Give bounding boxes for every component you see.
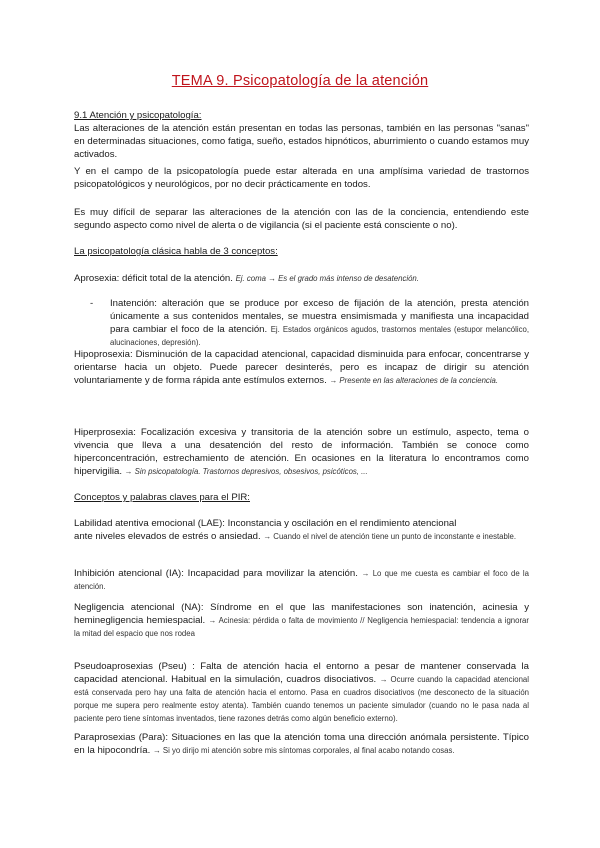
hipoprosexia-note: → Presente en las alteraciones de la conciencia. (329, 376, 499, 385)
hipoprosexia-text: Hipoprosexia: Disminución de la capacidad atencional, capacidad disminuida para enfocar, concentrarse y orientarse hacia un objeto. Puede parecer desinterés, pero es incapaz de dirigir su atención voluntariamente y de forma rápida ante estímulos externos. (74, 349, 529, 386)
lae-paragraph (74, 530, 529, 543)
para-text: Paraprosexias (Para): Situaciones en las que la atención toma una dirección anómala persistente. Típico en la hipocondría. (74, 732, 529, 756)
ia-note: → Lo que me cuesta es cambiar el foco de la atención. (74, 569, 529, 591)
lae-line-2: ante niveles elevados de estrés o ansiedad. (74, 531, 261, 542)
na-paragraph (74, 601, 529, 640)
bullet-dash: - (90, 298, 94, 309)
pir-heading: Conceptos y palabras claves para el PIR: (74, 492, 250, 503)
lae-note: → Cuando el nivel de atención tiene un punto de inconstante e inestable. (263, 532, 517, 541)
aprosexia-note: Ej. coma → Es el grado más intenso de desatención. (235, 274, 419, 283)
aprosexia-paragraph (74, 272, 529, 285)
ia-text: Inhibición atencional (IA): Incapacidad para movilizar la atención. (74, 568, 358, 579)
inatencion-note: Ej. Estados orgánicos agudos, trastornos mentales (estupor melancólico, alucinaciones, depresión). (110, 325, 529, 347)
classic-concepts-heading: La psicopatología clásica habla de 3 conceptos: (74, 246, 278, 257)
na-note: → Acinesia: pérdida o falta de movimiento // Negligencia hemiespacial: tendencia a ignorar la mitad del espacio que nos rodea (74, 616, 529, 638)
hiperprosexia-text: Hiperprosexia: Focalización excesiva y transitoria de la atención sobre un estímulo, aspecto, tema o vivencia que lleva a una desatención del resto de información. También se conoce como hiperconcentración, estrechamiento de atención. En ocasiones en la literatura lo encontramos como hipervigilia. (74, 427, 529, 477)
intro-paragraph-2: Y en el campo de la psicopatología puede estar alterada en una amplísima variedad de trastornos psicopatológicos y neurológicos, por no decir prácticamente en todos. (74, 166, 529, 190)
pseu-text: Pseudoaprosexias (Pseu) : Falta de atención hacia el entorno a pesar de mantener conservada la capacidad atencional. Habitual en la simulación, cuadros disociativos. (74, 661, 529, 685)
inatencion-text: Inatención: alteración que se produce por exceso de fijación de la atención, presta atención únicamente a sus contenidos mentales, se muestra ensimismada y manifiesta una incapacidad para cambiar el foco de la atención. (110, 298, 529, 335)
section-heading: 9.1 Atención y psicopatología: (74, 110, 202, 121)
hiperprosexia-note: → Sin psicopatología. Trastornos depresivos, obsesivos, psicóticos, ... (124, 467, 368, 476)
ia-paragraph (74, 567, 529, 593)
aprosexia-text: Aprosexia: déficit total de la atención. (74, 273, 233, 284)
para-paragraph (74, 731, 529, 757)
para-note: → Si yo dirijo mi atención sobre mis síntomas corporales, al final acabo notando cosas. (152, 746, 455, 755)
lae-line-1: Labilidad atentiva emocional (LAE): Inconstancia y oscilación en el rendimiento atencional (74, 518, 457, 529)
pseu-paragraph (74, 660, 529, 725)
hiperprosexia-paragraph (74, 426, 529, 478)
hipoprosexia-paragraph (74, 348, 529, 387)
page-title: TEMA 9. Psicopatología de la atención (171, 73, 429, 89)
inatencion-paragraph (110, 297, 529, 349)
intro-paragraph-3: Es muy difícil de separar las alteraciones de la atención con las de la conciencia, entendiendo este segundo aspecto como nivel de alerta o de vigilancia (si el paciente está consciente o no). (74, 207, 529, 231)
pseu-note: → Ocurre cuando la capacidad atencional está conservada pero hay una falta de atención hacia el entorno. Pasa en cuadros disociativos (me desconecto de la situación porque me supera pero realmente estoy atenta). También cuando tenemos un paciente simulador (cuando no le pasa nada al paciente pero tiene síntomas inventados, tiene razones detrás como algún beneficio externo). (74, 675, 529, 723)
na-text: Negligencia atencional (NA): Síndrome en el que las manifestaciones son inatención, acinesia y heminegligencia hemiespacial. (74, 602, 529, 626)
intro-paragraph-1: Las alteraciones de la atención están presentan en todas las personas, también en las personas "sanas" en determinadas situaciones, como fatiga, sueño, estados hipnóticos, aburrimiento o cuando estamos muy activados. (74, 123, 529, 160)
